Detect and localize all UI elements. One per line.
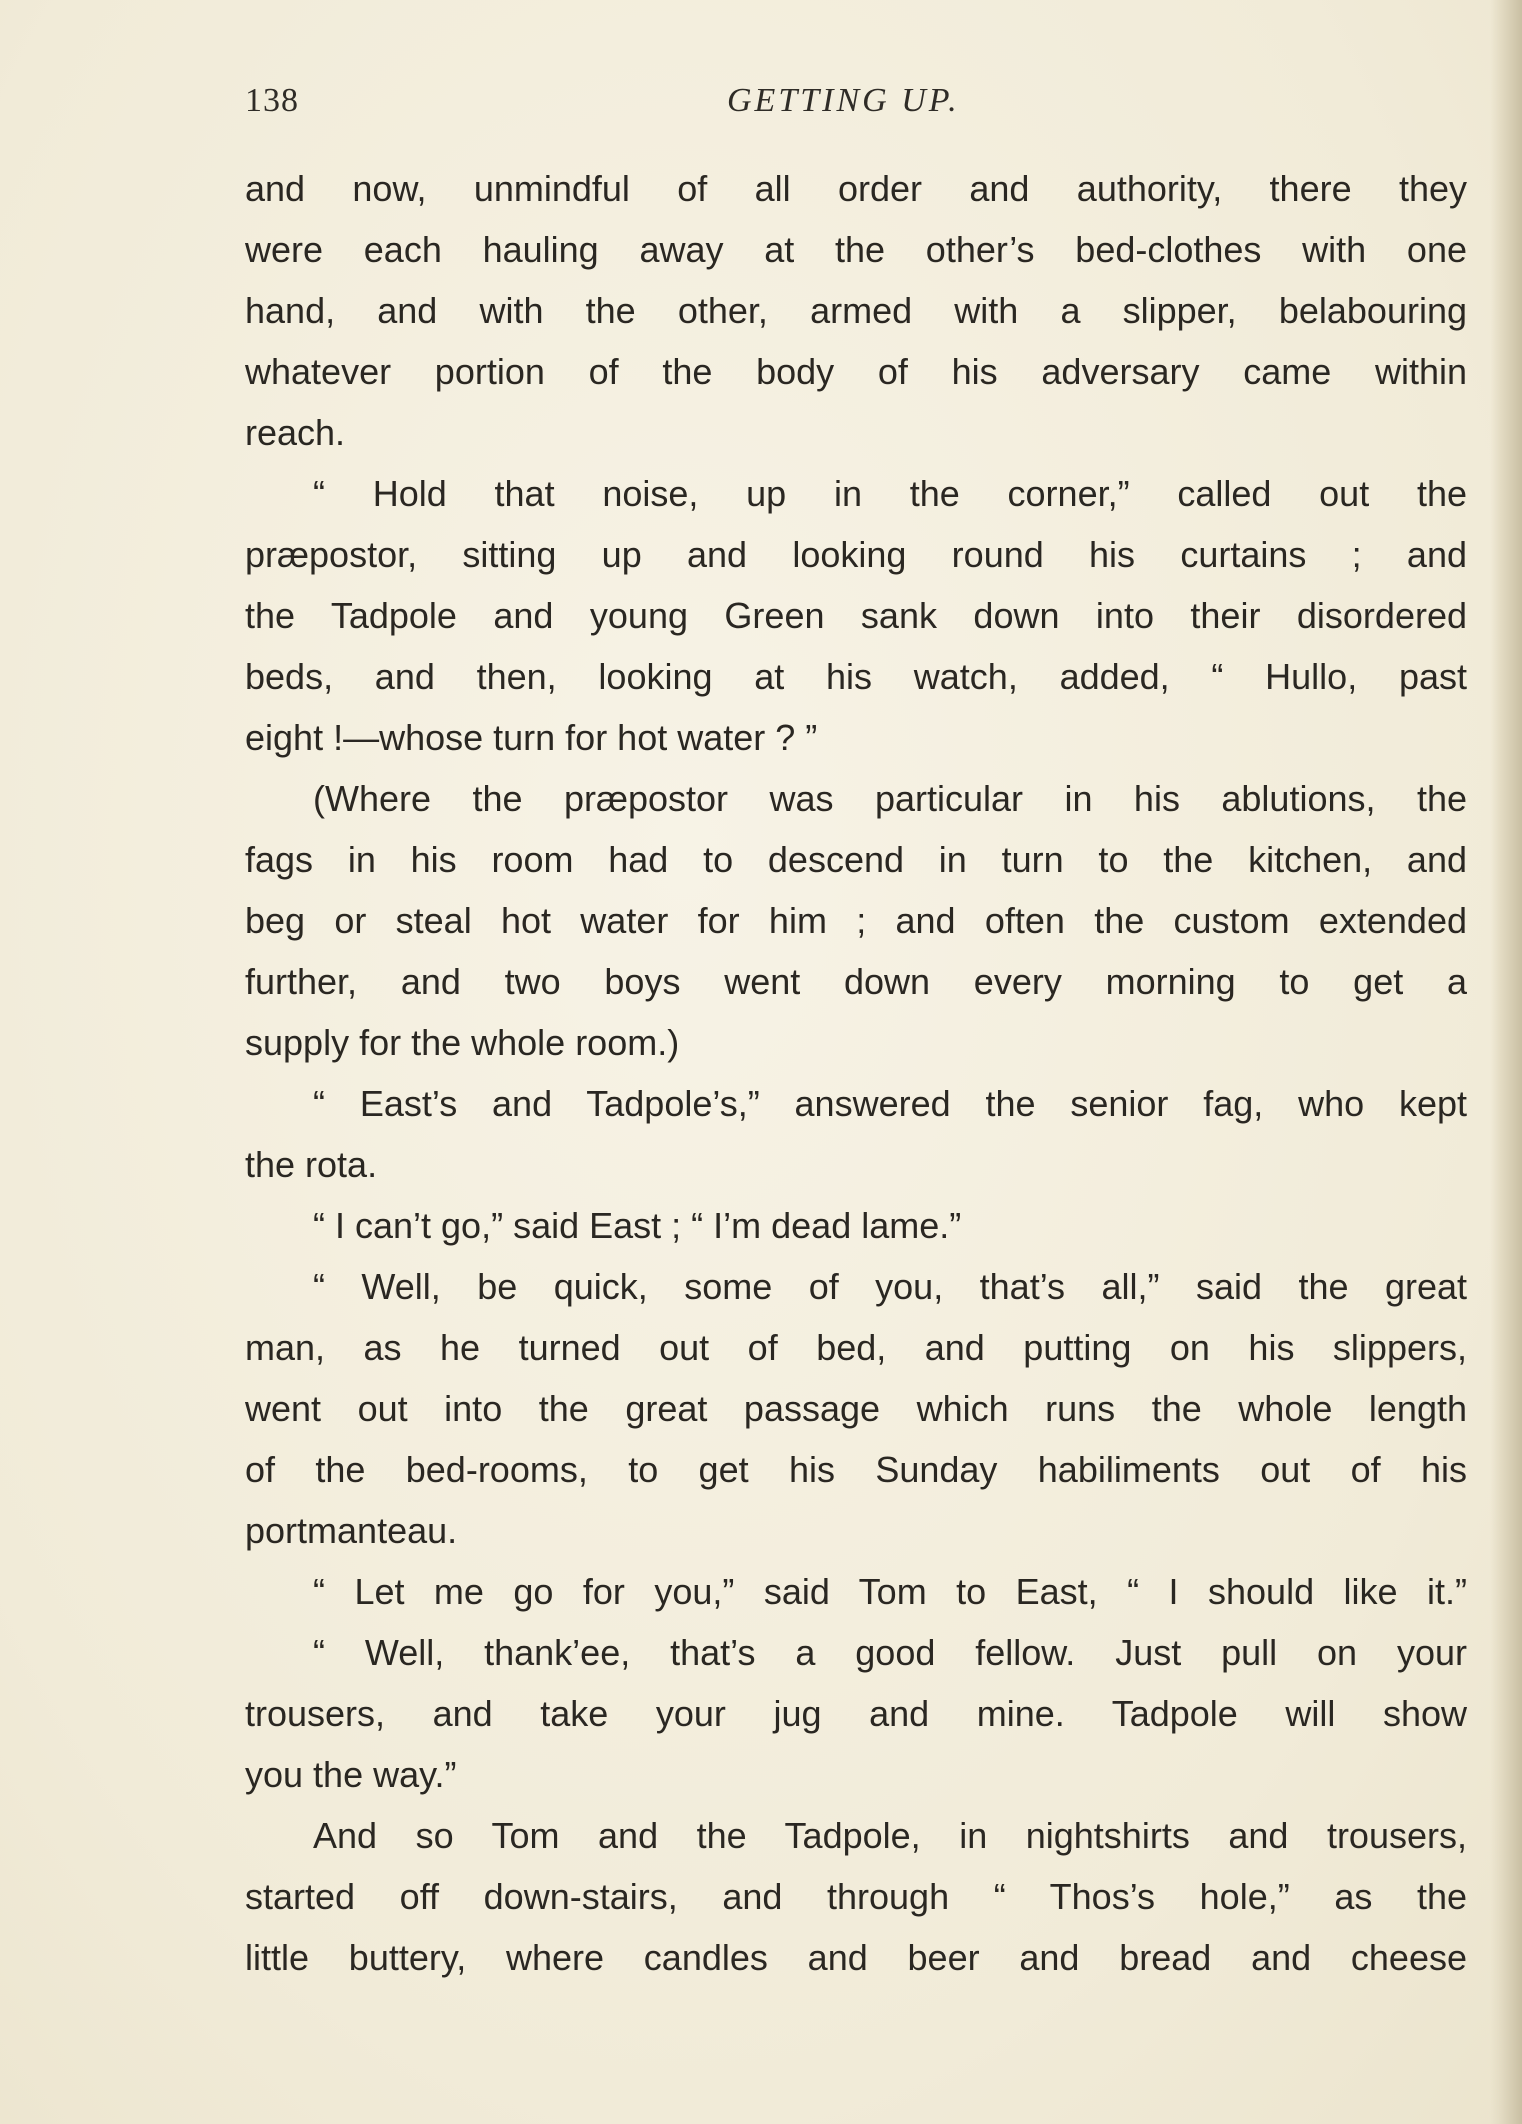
text-line: little buttery, where candles and beer and bread and cheese — [245, 1937, 1467, 1978]
text-line: (Where the præpostor was particular in his ablutions, the — [313, 778, 1467, 819]
text-line: fags in his room had to descend in turn to the kitchen, and — [245, 839, 1467, 880]
page-header — [245, 82, 1465, 132]
text-line: went out into the great passage which runs the whole length — [245, 1388, 1467, 1429]
page-number: 138 — [245, 82, 299, 119]
body-text — [245, 158, 1467, 1988]
text-line: beds, and then, looking at his watch, added, “ Hullo, past — [245, 656, 1467, 697]
text-line: And so Tom and the Tadpole, in nightshirts and trousers, — [313, 1815, 1467, 1856]
text-line: were each hauling away at the other’s bed-clothes with one — [245, 229, 1467, 270]
text-line: further, and two boys went down every morning to get a — [245, 961, 1467, 1002]
text-line: reach. — [245, 412, 346, 453]
text-line: “ I can’t go,” said East ; “ I’m dead lame.” — [313, 1205, 962, 1246]
text-line: supply for the whole room.) — [245, 1022, 680, 1063]
text-line: of the bed-rooms, to get his Sunday habiliments out of his — [245, 1449, 1467, 1490]
text-line: whatever portion of the body of his adversary came within — [245, 351, 1467, 392]
text-line: “ Let me go for you,” said Tom to East, “ I should like it.” — [313, 1571, 1467, 1612]
text-line: you the way.” — [245, 1754, 457, 1795]
text-line: “ Well, thank’ee, that’s a good fellow. Just pull on your — [313, 1632, 1467, 1673]
text-line: man, as he turned out of bed, and putting on his slippers, — [245, 1327, 1467, 1368]
text-line: started off down-stairs, and through “ Thos’s hole,” as the — [245, 1876, 1467, 1917]
text-line: the rota. — [245, 1144, 378, 1185]
text-line: “ Well, be quick, some of you, that’s all,” said the great — [313, 1266, 1467, 1307]
text-line: portmanteau. — [245, 1510, 458, 1551]
text-line: hand, and with the other, armed with a slipper, belabouring — [245, 290, 1467, 331]
text-line: “ East’s and Tadpole’s,” answered the senior fag, who kept — [313, 1083, 1467, 1124]
running-title: GETTING UP. — [727, 82, 960, 119]
text-line: eight !—whose turn for hot water ? ” — [245, 717, 818, 758]
text-line: and now, unmindful of all order and authority, there they — [245, 168, 1467, 209]
text-line: “ Hold that noise, up in the corner,” called out the — [313, 473, 1467, 514]
text-line: beg or steal hot water for him ; and often the custom extended — [245, 900, 1467, 941]
text-line: præpostor, sitting up and looking round his curtains ; and — [245, 534, 1467, 575]
text-line: the Tadpole and young Green sank down into their disordered — [245, 595, 1467, 636]
text-line: trousers, and take your jug and mine. Tadpole will show — [245, 1693, 1467, 1734]
